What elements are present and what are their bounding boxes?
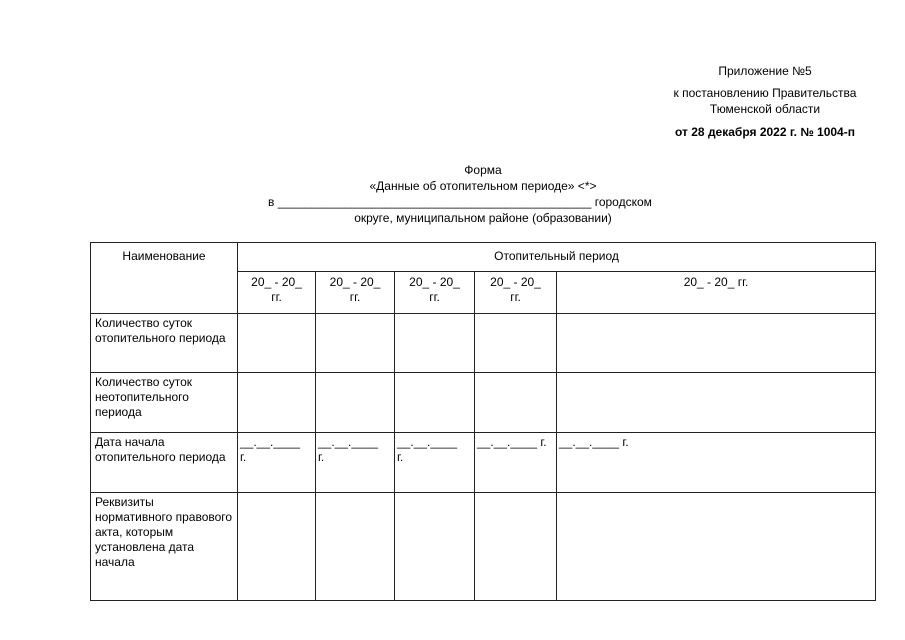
year-col-4-line1: 20_ - 20_ (490, 275, 541, 289)
form-title: Форма (464, 163, 502, 177)
date-cell-2 (316, 433, 395, 493)
row-label-legal-act: Реквизиты нормативного правового акта, которым установлена дата начала (91, 493, 238, 601)
row-label-heating-days: Количество суток отопительного периода (91, 314, 238, 373)
date-cell-4-line1: __.__.____ г. (477, 435, 547, 449)
data-cell (475, 314, 557, 373)
date-cell-2-line2: г. (318, 450, 325, 464)
data-cell (316, 314, 395, 373)
form-line-district: округе, муниципальном районе (образовании) (354, 211, 612, 225)
date-cell-3-line1: __.__.____ (397, 435, 458, 449)
data-cell (557, 373, 876, 433)
form-line-in: в _______________________________________________ городском (268, 195, 652, 209)
year-col-1-line2: гг. (271, 290, 282, 304)
appendix-label: Приложение №5 (718, 64, 812, 78)
header-period-cell (238, 243, 876, 272)
resolution-line2: Тюменской области (709, 102, 821, 116)
data-cell (475, 373, 557, 433)
year-col-2-line1: 20_ - 20_ (329, 275, 381, 289)
row-label-start-date: Дата начала отопительного периода (91, 433, 238, 493)
data-cell (395, 314, 475, 373)
header-name: Наименование (122, 249, 206, 263)
table-row (91, 493, 876, 601)
date-cell-2-line1: __.__.____ (318, 435, 379, 449)
date-cell-3 (395, 433, 475, 493)
year-col-3-line2: гг. (429, 290, 440, 304)
year-col-4 (475, 272, 557, 314)
table-row (91, 373, 876, 433)
data-cell (395, 373, 475, 433)
data-cell (475, 493, 557, 601)
date-cell-5 (557, 433, 876, 493)
data-cell (238, 493, 316, 601)
date-cell-1 (238, 433, 316, 493)
table-row (91, 433, 876, 493)
year-col-1 (238, 272, 316, 314)
table-row (91, 314, 876, 373)
year-col-2 (316, 272, 395, 314)
year-col-3 (395, 272, 475, 314)
data-cell (316, 373, 395, 433)
year-col-2-line2: гг. (349, 290, 361, 304)
row-label-non-heating-days: Количество суток неотопительного периода (91, 373, 238, 433)
data-cell (316, 493, 395, 601)
data-cell (557, 493, 876, 601)
date-cell-1-line2: г. (240, 450, 247, 464)
date-cell-4 (475, 433, 557, 493)
year-col-1-line1: 20_ - 20_ (251, 275, 302, 289)
year-col-3-line1: 20_ - 20_ (409, 275, 460, 289)
year-col-5-line1: 20_ - 20_ гг. (683, 275, 749, 289)
year-col-4-line2: гг. (510, 290, 521, 304)
date-cell-1-line1: __.__.____ (240, 435, 301, 449)
header-name-cell (91, 243, 238, 314)
data-cell (395, 493, 475, 601)
date-cell-5-line1: __.__.____ г. (559, 435, 629, 449)
header-period: Отопительный период (494, 249, 619, 263)
year-col-5 (557, 272, 876, 314)
resolution-date: от 28 декабря 2022 г. № 1004-п (675, 125, 855, 139)
data-cell (238, 373, 316, 433)
data-cell (238, 314, 316, 373)
heating-period-table (90, 242, 876, 601)
data-cell (557, 314, 876, 373)
form-subtitle: «Данные об отопительном периоде» <*> (369, 179, 597, 193)
date-cell-3-line2: г. (397, 450, 404, 464)
resolution-line1: к постановлению Правительства (673, 86, 857, 100)
